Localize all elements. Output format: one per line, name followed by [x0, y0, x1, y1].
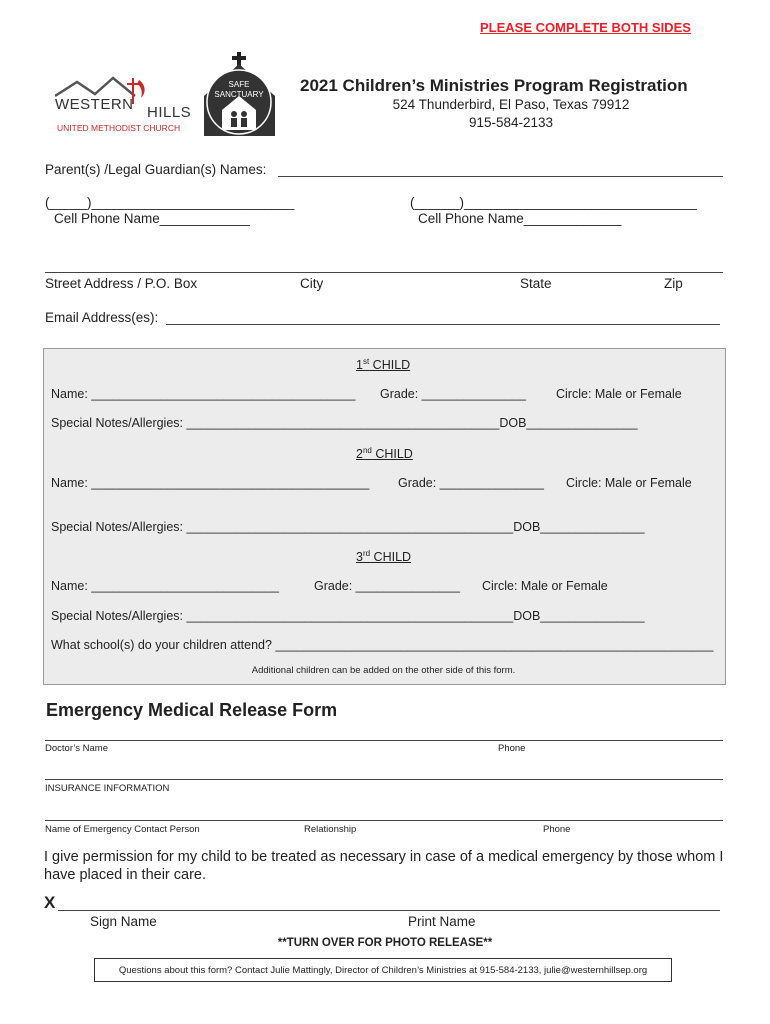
child2-gender[interactable]: Circle: Male or Female — [566, 476, 692, 490]
city-label: City — [300, 276, 324, 291]
child1-num: 1 — [356, 358, 363, 373]
complete-both-sides-notice: PLEASE COMPLETE BOTH SIDES — [480, 20, 691, 35]
guardian-names-label: Parent(s) /Legal Guardian(s) Names: — [45, 162, 267, 177]
child3-word: CHILD — [370, 550, 412, 565]
school-field[interactable]: What school(s) do your children attend? _______________________________________________________________ — [51, 638, 714, 652]
insurance-field[interactable] — [45, 779, 723, 780]
child1-notes-field[interactable]: Special Notes/Allergies: _____________________________________________DOB________________ — [51, 416, 638, 430]
badge-safe: SAFE — [228, 80, 250, 89]
contact-label: Name of Emergency Contact Person — [45, 824, 200, 835]
child1-word: CHILD — [369, 358, 411, 373]
child3-heading — [356, 549, 411, 564]
child1-heading — [356, 357, 410, 372]
child1-sup: st — [362, 357, 370, 366]
insurance-label: INSURANCE INFORMATION — [45, 783, 170, 794]
additional-children-note: Additional children can be added on the other side of this form. — [251, 665, 516, 676]
signature-field[interactable] — [58, 910, 720, 911]
child2-notes-field[interactable]: Special Notes/Allergies: _______________________________________________DOB_______________ — [51, 520, 645, 534]
child1-name-field[interactable]: Name: ______________________________________ — [51, 387, 356, 401]
doctor-phone-label: Phone — [498, 743, 526, 754]
phone2-field[interactable]: (______)_______________________________ — [410, 195, 697, 210]
contact-footer — [94, 958, 672, 982]
child3-num: 3 — [356, 550, 363, 565]
child3-grade-field[interactable]: Grade: _______________ — [314, 579, 460, 593]
badge-sanctuary: SANCTUARY — [214, 90, 264, 99]
logo-western: WESTERN — [55, 96, 134, 113]
logo-hills: HILLS — [147, 104, 192, 121]
western-hills-logo — [55, 74, 205, 136]
email-field[interactable] — [166, 324, 720, 325]
church-phone: 915-584-2133 — [468, 115, 554, 130]
emergency-contact-field[interactable] — [45, 820, 723, 821]
child2-grade-field[interactable]: Grade: _______________ — [398, 476, 544, 490]
contact-phone-label: Phone — [543, 824, 571, 835]
contact-footer-text: Questions about this form? Contact Julie Mattingly, Director of Children’s Ministries at 915-584-2133, julie@westernhillsep.org — [118, 964, 648, 976]
cell-phone-name-1[interactable]: Cell Phone Name____________ — [54, 211, 250, 226]
child3-name-field[interactable]: Name: ___________________________ — [51, 579, 279, 593]
child3-gender[interactable]: Circle: Male or Female — [482, 579, 608, 593]
child1-gender[interactable]: Circle: Male or Female — [556, 387, 682, 401]
emergency-title: Emergency Medical Release Form — [46, 700, 338, 720]
child2-word: CHILD — [371, 447, 413, 462]
signature-x-mark: X — [44, 893, 56, 912]
phone1-field[interactable]: (_____)___________________________ — [45, 195, 295, 210]
child2-name-field[interactable]: Name: ________________________________________ — [51, 476, 370, 490]
turn-over-notice: **TURN OVER FOR PHOTO RELEASE** — [277, 937, 493, 949]
logo-umc: UNITED METHODIST CHURCH — [57, 123, 181, 133]
guardian-names-field[interactable] — [278, 176, 723, 177]
safe-sanctuary-badge — [200, 50, 280, 140]
child2-heading — [356, 446, 413, 461]
doctor-label: Doctor’s Name — [45, 743, 109, 754]
child3-sup: rd — [362, 549, 371, 558]
church-address: 524 Thunderbird, El Paso, Texas 79912 — [392, 97, 630, 112]
zip-label: Zip — [664, 276, 683, 291]
child2-sup: nd — [362, 446, 372, 455]
email-label: Email Address(es): — [45, 310, 159, 325]
state-label: State — [520, 276, 552, 291]
form-title: 2021 Children’s Ministries Program Registration — [300, 76, 688, 95]
address-field[interactable] — [45, 272, 723, 273]
cell-phone-name-2[interactable]: Cell Phone Name_____________ — [418, 211, 622, 226]
child3-notes-field[interactable]: Special Notes/Allergies: _______________________________________________DOB_______________ — [51, 609, 645, 623]
child1-grade-field[interactable]: Grade: _______________ — [380, 387, 526, 401]
relationship-label: Relationship — [304, 824, 357, 835]
print-name-label: Print Name — [408, 914, 476, 929]
sign-name-label: Sign Name — [90, 914, 157, 929]
child2-num: 2 — [356, 447, 363, 462]
street-label: Street Address / P.O. Box — [45, 276, 198, 291]
permission-statement: I give permission for my child to be treated as necessary in case of a medical emergency by those whom I have placed in their care. — [44, 849, 724, 883]
doctor-field[interactable] — [45, 740, 723, 741]
